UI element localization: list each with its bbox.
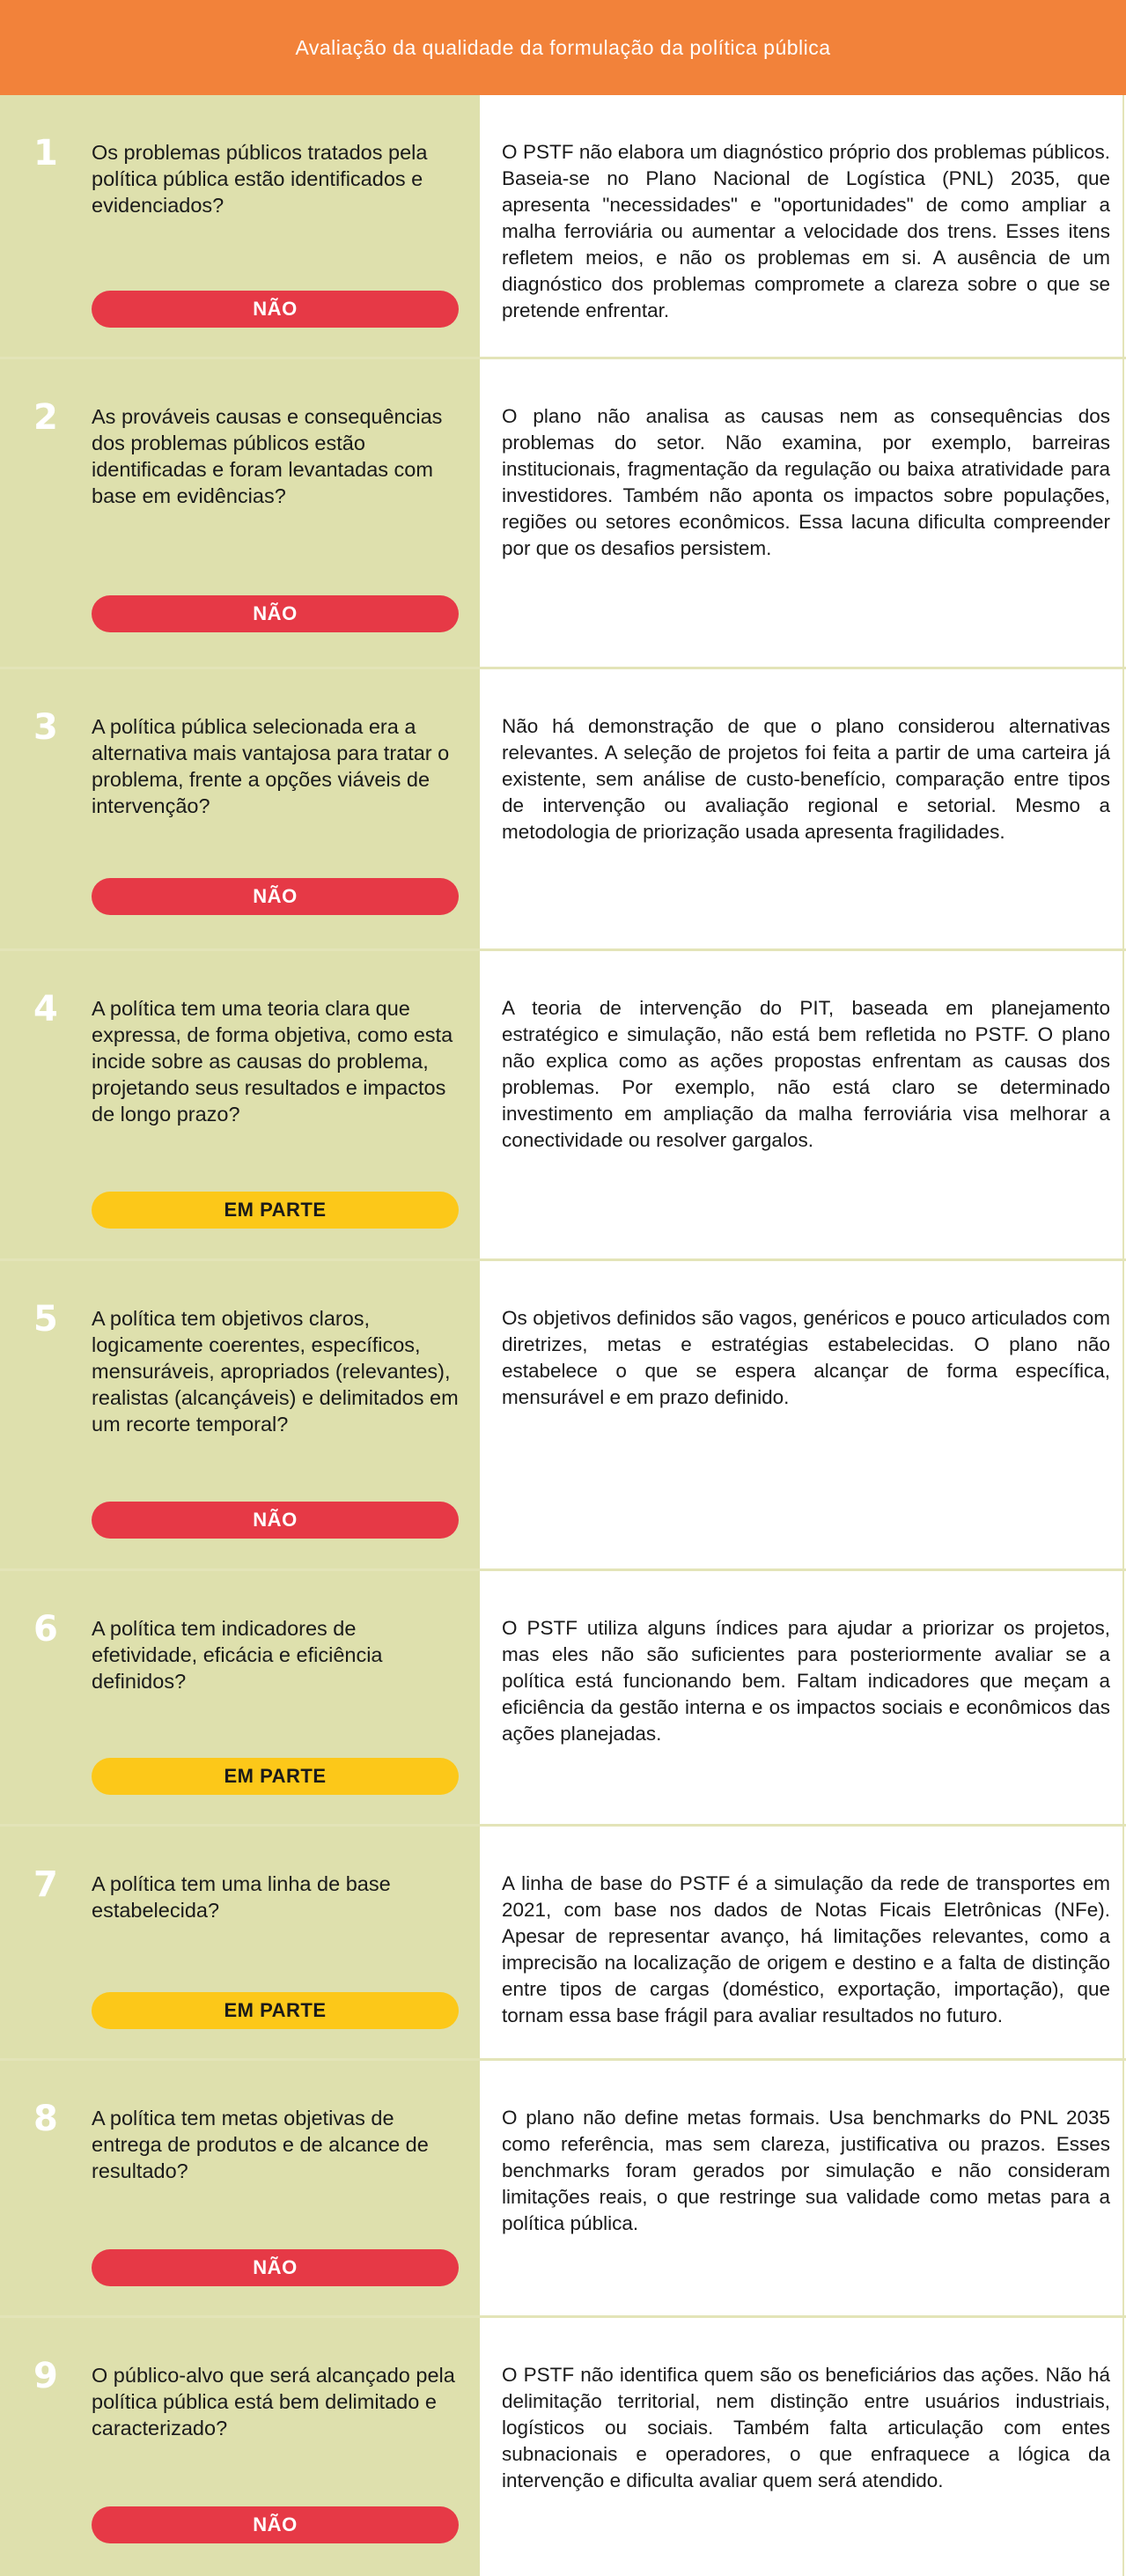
question-text: A política tem indicadores de efetividade, eficácia e eficiência definidos? — [92, 1617, 383, 1693]
evaluation-row — [0, 1827, 1126, 2061]
answer-text: O PSTF utiliza alguns índices para ajudar a priorizar os projetos, mas eles não são suficientes para posteriormente avaliar se a política está funcionando bem. Faltam indicadores que meçam a eficiência da gestão interna e os impactos sociais e econômicos das ações planejadas. — [502, 1617, 1110, 1745]
question-cell — [0, 359, 480, 667]
verdict-badge: NÃO — [92, 2249, 459, 2286]
answer-cell — [482, 951, 1124, 1258]
verdict-badge: NÃO — [92, 1502, 459, 1539]
answer-text: O plano não define metas formais. Usa benchmarks do PNL 2035 como referência, mas sem clareza, justificativa ou prazos. Esses benchmarks foram gerados por simulação e não consideram limitações reais, o que restringe sua validade como metas para a política pública. — [502, 2107, 1110, 2234]
question-cell — [0, 2318, 480, 2576]
row-number: 8 — [33, 2099, 58, 2139]
answer-text: O PSTF não elabora um diagnóstico próprio dos problemas públicos. Baseia-se no Plano Nacional de Logística (PNL) 2035, que apresenta "necessidades" e "oportunidades" de como ampliar a malha ferroviária ou aumentar a velocidade dos trens. Esses itens refletem meios, e não os problemas em si. A ausência de um diagnóstico dos problemas compromete a clareza sobre o que se pretende enfrentar. — [502, 141, 1110, 321]
question-cell — [0, 1571, 480, 1824]
evaluation-row — [0, 2061, 1126, 2318]
row-number: 6 — [33, 1609, 58, 1650]
question-text: A política tem objetivos claros, logicamente coerentes, específicos, mensuráveis, apropriados (relevantes), realistas (alcançáveis) e delimitados em um recorte temporal? — [92, 1307, 459, 1436]
answer-cell — [482, 359, 1124, 667]
question-text: A política pública selecionada era a alternativa mais vantajosa para tratar o problema, frente a opções viáveis de intervenção? — [92, 715, 450, 817]
verdict-badge: NÃO — [92, 291, 459, 328]
answer-cell — [482, 95, 1124, 357]
verdict-badge: NÃO — [92, 595, 459, 632]
row-number: 7 — [33, 1864, 58, 1905]
answer-text: Não há demonstração de que o plano considerou alternativas relevantes. A seleção de projetos foi feita a partir de uma carteira já existente, sem análise de custo-benefício, comparação entre tipos de intervenção ou avaliação regional e setorial. Mesmo a metodologia de priorização usada apresenta fragilidades. — [502, 715, 1110, 843]
row-number: 4 — [33, 989, 58, 1030]
page-title: Avaliação da qualidade da formulação da política pública — [0, 0, 1126, 95]
question-text: A política tem uma linha de base estabelecida? — [92, 1872, 391, 1922]
verdict-badge: NÃO — [92, 2506, 459, 2543]
question-text: As prováveis causas e consequências dos problemas públicos estão identificadas e foram levantadas com base em evidências? — [92, 405, 443, 507]
question-text: A política tem uma teoria clara que expressa, de forma objetiva, como esta incide sobre as causas do problema, projetando seus resultados e impactos de longo prazo? — [92, 997, 453, 1126]
evaluation-row — [0, 1571, 1126, 1827]
answer-text: O plano não analisa as causas nem as consequências dos problemas do setor. Não examina, por exemplo, barreiras institucionais, fragmentação da regulação ou baixa atratividade para investidores. Também não aponta os impactos sobre populações, regiões ou setores econômicos. Essa lacuna dificulta compreender por que os desafios persistem. — [502, 405, 1110, 559]
question-text: A política tem metas objetivas de entrega de produtos e de alcance de resultado? — [92, 2107, 429, 2182]
evaluation-row — [0, 359, 1126, 669]
verdict-badge: NÃO — [92, 878, 459, 915]
evaluation-row — [0, 2318, 1126, 2576]
answer-cell — [482, 1261, 1124, 1568]
answer-text: A linha de base do PSTF é a simulação da rede de transportes em 2021, com base nos dados de Notas Ficais Eletrônicas (NFe). Apesar de representar avanço, há limitações relevantes, como a imprecisão na localização de origem e destino e a falta de distinção entre tipos de cargas (doméstico, exportação, importação), que tornam essa base frágil para avaliar resultados no futuro. — [502, 1872, 1110, 2026]
question-cell — [0, 951, 480, 1258]
evaluation-row — [0, 669, 1126, 951]
answer-cell — [482, 1571, 1124, 1824]
answer-text: Os objetivos definidos são vagos, genéricos e pouco articulados com diretrizes, metas e estratégias estabelecidas. O plano não estabelece o que se espera alcançar de forma específica, mensurável e em prazo definido. — [502, 1307, 1110, 1408]
answer-text: A teoria de intervenção do PIT, baseada em planejamento estratégico e simulação, não está bem refletida no PSTF. O plano não explica como as ações propostas enfrentam as causas dos problemas. Por exemplo, não está claro se determinado investimento em ampliação da malha ferroviária visa melhorar a conectividade ou resolver gargalos. — [502, 997, 1110, 1151]
verdict-badge: EM PARTE — [92, 1192, 459, 1229]
verdict-badge: EM PARTE — [92, 1992, 459, 2029]
question-cell — [0, 95, 480, 357]
question-text: O público-alvo que será alcançado pela política pública está bem delimitado e caracterizado? — [92, 2364, 455, 2439]
answer-text: O PSTF não identifica quem são os beneficiários das ações. Não há delimitação territorial, nem distinção entre usuários industriais, logísticos ou sociais. Também falta articulação com entes subnacionais e operadores, o que enfraquece a lógica da intervenção e dificulta avaliar quem será atendido. — [502, 2364, 1110, 2491]
question-cell — [0, 669, 480, 948]
evaluation-row — [0, 1261, 1126, 1571]
row-number: 1 — [33, 133, 58, 173]
answer-cell — [482, 2061, 1124, 2315]
question-text: Os problemas públicos tratados pela política pública estão identificados e evidenciados? — [92, 141, 428, 217]
row-number: 5 — [33, 1299, 58, 1340]
question-cell — [0, 1827, 480, 2058]
question-cell — [0, 2061, 480, 2315]
evaluation-row — [0, 951, 1126, 1261]
answer-cell — [482, 1827, 1124, 2058]
answer-cell — [482, 669, 1124, 948]
question-cell — [0, 1261, 480, 1568]
row-number: 9 — [33, 2356, 58, 2396]
verdict-badge: EM PARTE — [92, 1758, 459, 1795]
evaluation-row — [0, 95, 1126, 359]
row-number: 2 — [33, 397, 58, 438]
row-number: 3 — [33, 707, 58, 748]
answer-cell — [482, 2318, 1124, 2576]
